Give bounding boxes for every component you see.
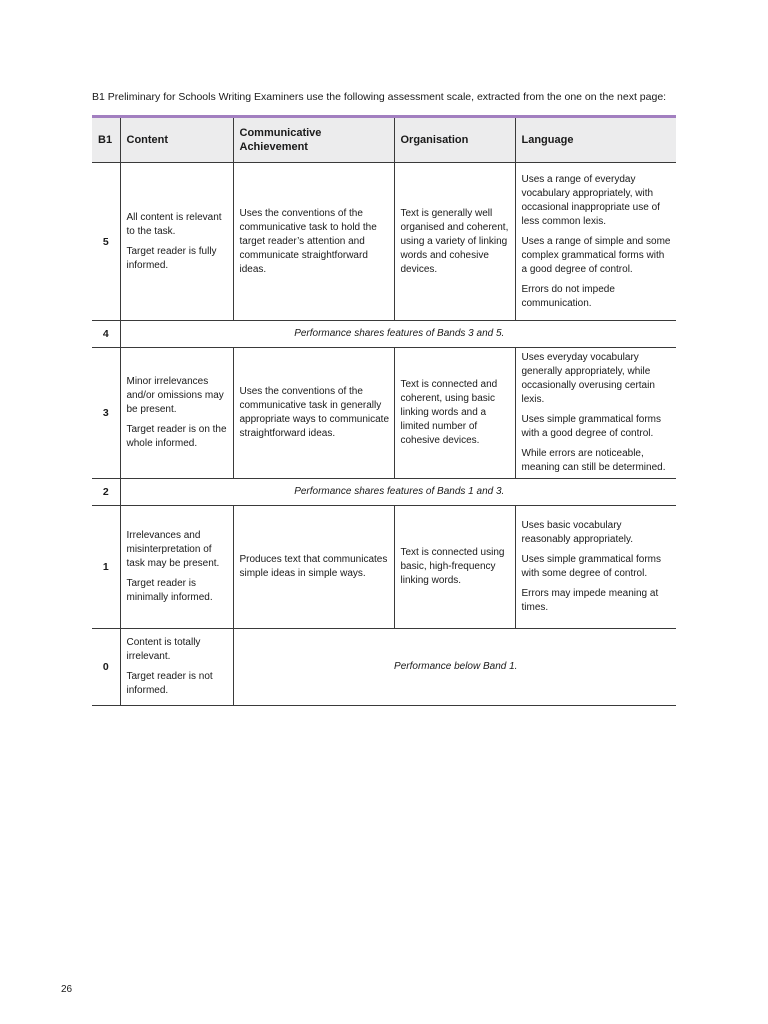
table-row-band-3 [92,348,676,479]
communicative-cell [233,506,394,629]
band-number: 5 [92,163,120,321]
merged-description: Performance below Band 1. [233,629,676,706]
content-text: Target reader is fully informed. [126,245,217,271]
content-cell [120,506,233,629]
language-text: Uses simple grammatical forms with some degree of control. [521,554,661,579]
language-text: Uses a range of simple and some complex grammatical forms with a good degree of control. [521,235,671,275]
organisation-text: Text is connected and coherent, using basic linking words and a limited number of cohesive devices. [400,379,498,446]
content-cell [120,629,233,706]
language-text: While errors are noticeable, meaning can still be determined. [521,448,666,473]
merged-description: Performance shares features of Bands 1 and 3. [120,479,676,506]
content-text: Target reader is on the whole informed. [126,424,227,449]
merged-description: Performance shares features of Bands 3 and 5. [120,321,676,348]
table-row-band-1 [92,506,676,629]
header-band: B1 [92,117,120,163]
header-organisation: Organisation [394,117,515,163]
communicative-cell [233,348,394,479]
content-cell [120,163,233,321]
header-communicative-achievement: Communicative Achievement [233,117,394,163]
content-text: All content is relevant to the task. [126,211,222,237]
content-text: Target reader is minimally informed. [126,578,213,603]
communicative-cell [233,163,394,321]
table-row-band-5 [92,163,676,321]
language-text: Uses a range of everyday vocabulary appropriately, with occasional inappropriate use of less common lexis. [521,173,660,227]
language-cell [515,348,676,479]
band-number: 4 [92,321,120,348]
language-text: Uses basic vocabulary reasonably appropriately. [521,520,634,545]
communicative-text: Uses the conventions of the communicative task to hold the target reader’s attention and communicate straightforward ideas. [239,207,377,275]
organisation-text: Text is connected using basic, high-frequency linking words. [400,547,505,586]
communicative-text: Uses the conventions of the communicative task in generally appropriate ways to communicate straightforward ideas. [239,386,390,439]
content-text: Irrelevances and misinterpretation of task may be present. [126,530,220,569]
language-cell [515,506,676,629]
content-text: Minor irrelevances and/or omissions may be present. [126,376,224,415]
communicative-text: Produces text that communicates simple ideas in simple ways. [239,554,388,579]
language-text: Uses simple grammatical forms with a good degree of control. [521,414,661,439]
band-number: 2 [92,479,120,506]
language-text: Errors may impede meaning at times. [521,588,659,613]
table-row-band-0 [92,629,676,706]
table-header-row [92,117,676,163]
table-row-band-2 [92,479,676,506]
organisation-cell [394,163,515,321]
assessment-scale-table [92,115,676,706]
content-text: Content is totally irrelevant. [126,637,201,662]
band-number: 0 [92,629,120,706]
language-cell [515,163,676,321]
header-content: Content [120,117,233,163]
language-text: Errors do not impede communication. [521,283,615,309]
header-language: Language [515,117,676,163]
intro-text: B1 Preliminary for Schools Writing Examiners use the following assessment scale, extracted from the one on the next page: [92,91,667,103]
language-text: Uses everyday vocabulary generally appropriately, while occasionally overusing certain lexis. [521,352,655,405]
band-number: 1 [92,506,120,629]
organisation-cell [394,506,515,629]
page-number: 26 [61,984,73,995]
organisation-text: Text is generally well organised and coherent, using a variety of linking words and cohesive devices. [400,207,509,275]
content-cell [120,348,233,479]
content-text: Target reader is not informed. [126,671,213,696]
organisation-cell [394,348,515,479]
band-number: 3 [92,348,120,479]
table-row-band-4 [92,321,676,348]
